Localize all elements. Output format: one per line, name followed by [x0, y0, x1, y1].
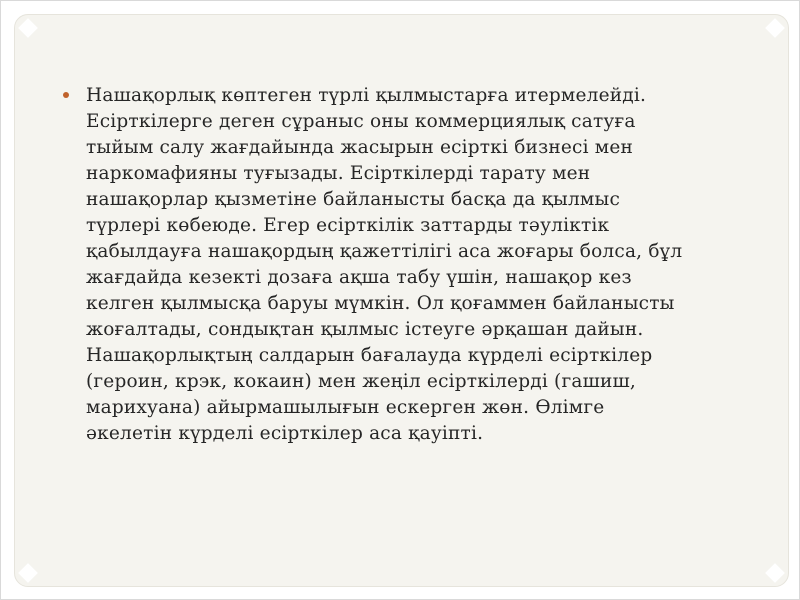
corner-notch-icon	[765, 18, 785, 38]
bullet-paragraph	[63, 83, 778, 447]
content-panel	[14, 14, 789, 587]
corner-notch-icon	[765, 563, 785, 583]
bullet-dot-icon	[63, 92, 69, 98]
paragraph-text: Нашақорлық көптеген түрлі қылмыстарға итермелейді. Есірткілерге деген сұраныс оны коммерциялық сатуға тыйым салу жағдайында жасырын есірткі бизнесі мен наркомафияны туғызады. Есірткілерді тарату мен нашақорлар қызметіне байланысты басқа да қылмыс түрлері көбеюде. Егер есірткілік заттарды тәуліктік қабылдауға нашақордың қажеттілігі аса жоғары болса, бұл жағдайда кезекті дозаға ақша табу үшін, нашақор кез келген қылмысқа баруы мүмкін. Ол қоғаммен байланысты жоғалтады, сондықтан қылмыс істеуге әрқашан дайын. Нашақорлықтың салдарын бағалауда күрделі есірткілер (героин, крэк, кокаин) мен жеңіл есірткілерді (гашиш, марихуана) айырмашылығын ескерген жөн. Өлімге әкелетін күрделі есірткілер аса қауіпті.	[86, 85, 683, 444]
corner-notch-icon	[18, 563, 38, 583]
corner-notch-icon	[18, 18, 38, 38]
